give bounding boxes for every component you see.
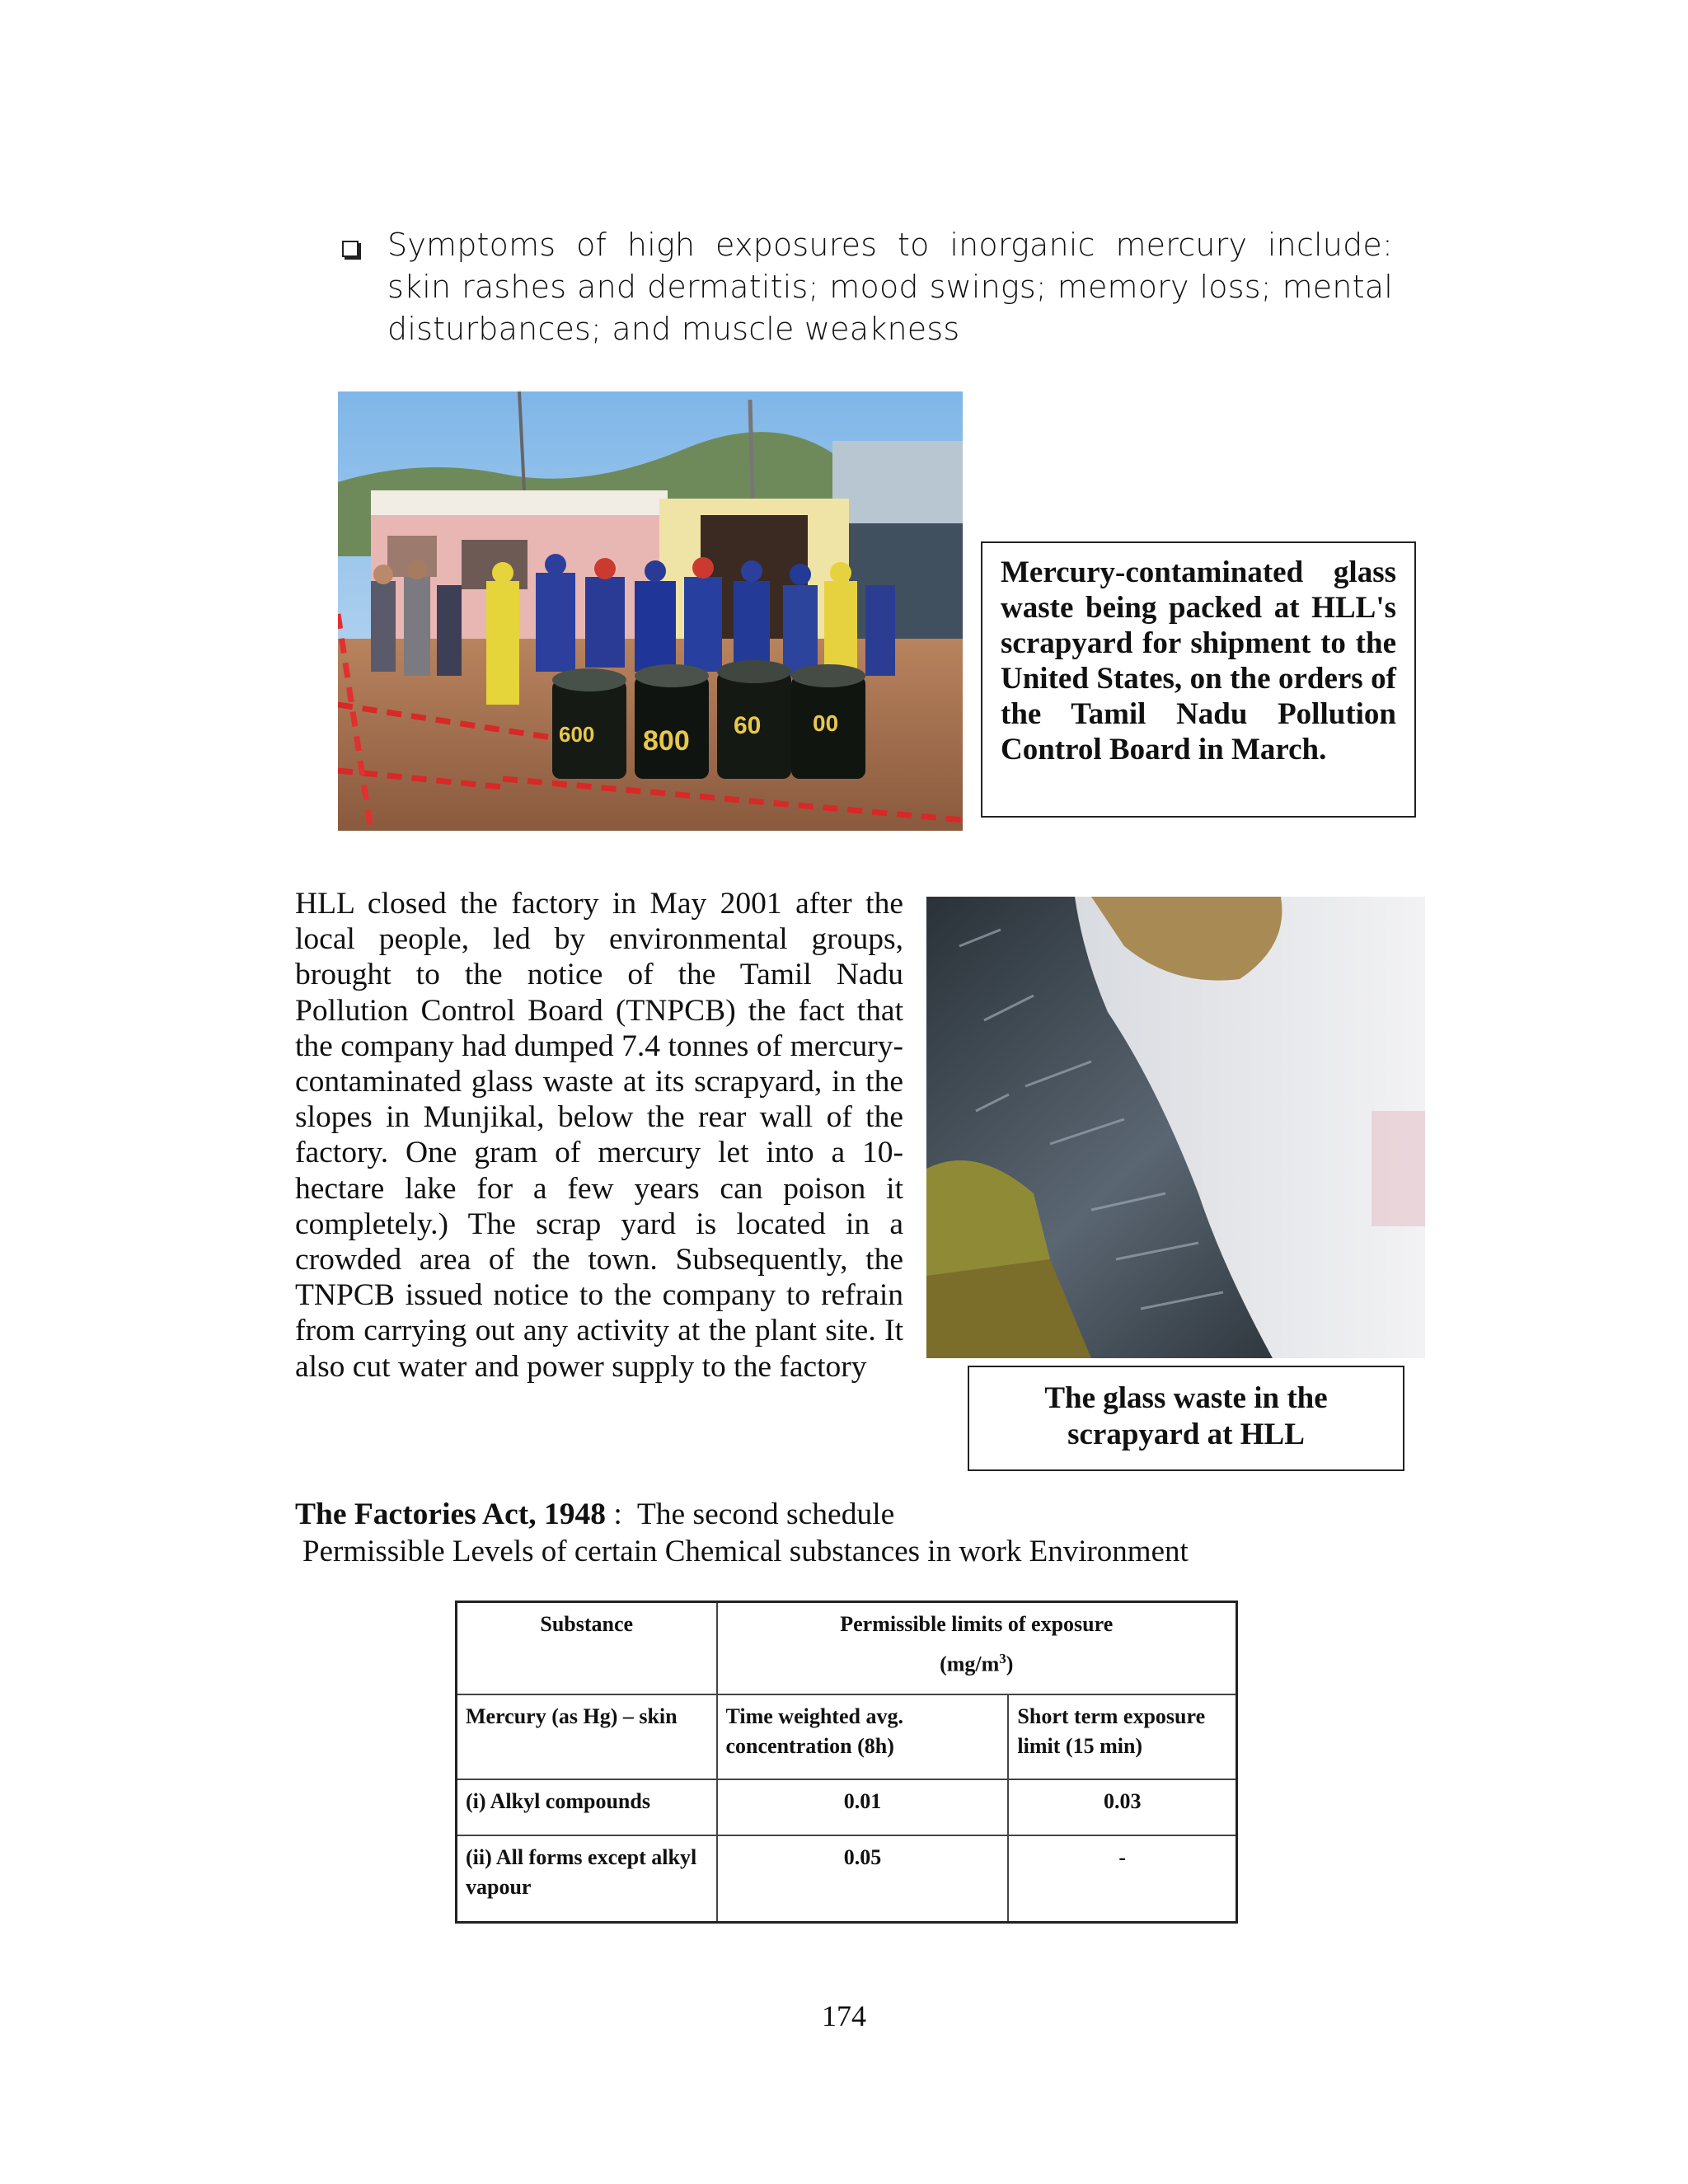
barrel-label: 800	[643, 725, 690, 757]
header-limits-unit	[726, 1644, 1228, 1680]
act-separator: :	[606, 1497, 637, 1531]
subheader-substance: Mercury (as Hg) – skin	[457, 1694, 717, 1779]
photo-packing-glass-waste	[338, 391, 963, 831]
barrel-label: 60	[734, 712, 762, 739]
header-substance: Substance	[457, 1602, 717, 1694]
barrel-label: 600	[559, 722, 595, 747]
square-bullet-icon	[342, 241, 359, 257]
table-subheader-row	[457, 1694, 1237, 1779]
body-paragraph: HLL closed the factory in May 2001 after the local people, led by environmental groups, brought to the notice of the Tamil Nadu Pollution Control Board (TNPCB) the fact that the company had dumped 7.4 tonnes of mercury-contaminated glass waste at its scrapyard, in the slopes in Munjikal, below the rear wall of the factory. One gram of mercury let into a 10-hectare lake for a few years can poison it completely.) The scrap yard is located in a crowded area of the town. Subsequently, the TNPCB issued notice to the company to refrain from carrying out any activity at the plant site. It also cut water and power supply to the factory	[295, 887, 903, 1384]
act-schedule: The second schedule	[636, 1497, 895, 1531]
subheader-stel: Short term exposure limit (15 min)	[1008, 1694, 1236, 1779]
unit-text: (mg/m	[940, 1652, 1000, 1676]
permissible-limits-table	[455, 1601, 1238, 1924]
photo-caption-glass-waste: The glass waste in the scrapyard at HLL	[968, 1366, 1404, 1471]
unit-close: )	[1006, 1652, 1014, 1676]
bullet-text: Symptoms of high exposures to inorganic mercury include: skin rashes and dermatitis; mood swings; memory loss; mental disturbances; and muscle weakness	[387, 227, 1393, 347]
row-substance: (i) Alkyl compounds	[457, 1779, 717, 1835]
bullet-item	[342, 224, 1393, 350]
page-number: 174	[822, 1999, 866, 2032]
barrel-label: 00	[813, 710, 839, 736]
act-heading	[295, 1496, 894, 1533]
row-twa: 0.01	[717, 1779, 1009, 1835]
row-twa: 0.05	[717, 1835, 1009, 1923]
unit-superscript: 3	[999, 1651, 1006, 1666]
photo-caption-packing: Mercury-contaminated glass waste being packed at HLL's scrapyard for shipment to the United States, on the orders of the Tamil Nadu Pollution Control Board in March.	[981, 541, 1416, 818]
photo-glass-waste-scrapyard	[926, 897, 1425, 1358]
act-title: The Factories Act, 1948	[295, 1497, 606, 1531]
row-stel: 0.03	[1008, 1779, 1236, 1835]
header-limits-title: Permissible limits of exposure	[840, 1612, 1114, 1636]
row-substance: (ii) All forms except alkyl vapour	[457, 1835, 717, 1923]
header-limits	[717, 1602, 1237, 1694]
act-subtitle: Permissible Levels of certain Chemical substances in work Environment	[302, 1535, 1189, 1568]
row-stel: -	[1008, 1835, 1236, 1923]
table-header-row	[457, 1602, 1237, 1694]
table-row	[457, 1835, 1237, 1923]
subheader-twa: Time weighted avg. concentration (8h)	[717, 1694, 1009, 1779]
table-row	[457, 1779, 1237, 1835]
